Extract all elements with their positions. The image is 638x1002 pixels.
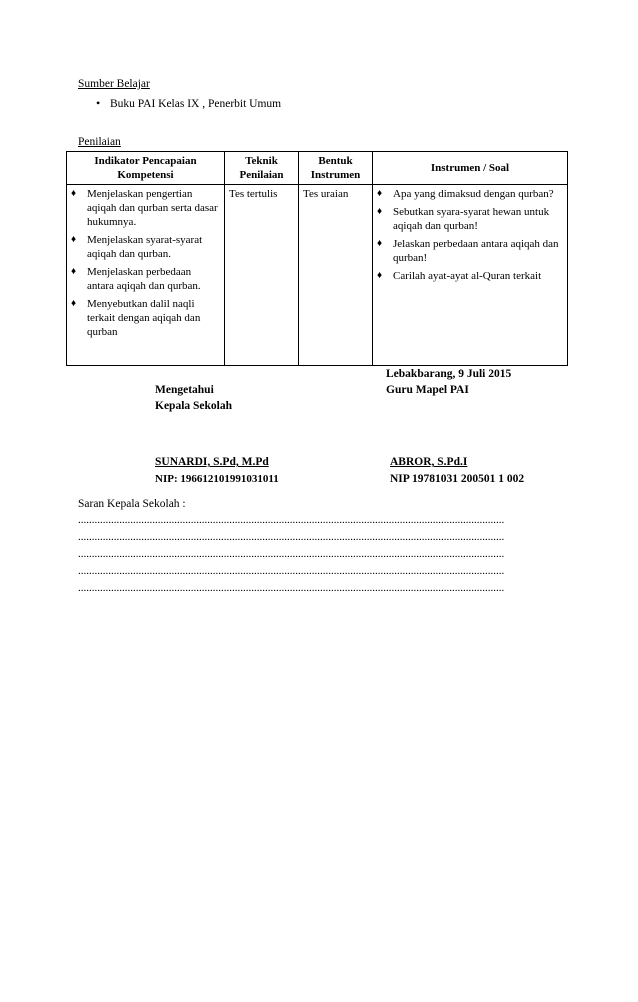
header-indikator: Indikator Pencapaian Kompetensi (67, 152, 225, 185)
penilaian-table (66, 151, 568, 366)
header-soal: Instrumen / Soal (373, 152, 568, 185)
left-role-1: Mengetahui (155, 384, 214, 396)
list-item: ♦ Jelaskan perbedaan antara aqiqah dan qurban! (377, 237, 563, 265)
sumber-list (96, 96, 281, 111)
list-item: ♦ Carilah ayat-ayat al-Quran terkait (377, 269, 563, 283)
list-item: ♦ Menjelaskan pengertian aqiqah dan qurban serta dasar hukumnya. (71, 187, 220, 229)
place-date: Lebakbarang, 9 Juli 2015 (386, 368, 512, 380)
list-item: ♦ Menyebutkan dalil naqli terkait dengan aqiqah dan qurban (71, 297, 220, 339)
list-item: ♦ Menjelaskan perbedaan antara aqiqah dan qurban. (71, 265, 220, 293)
left-signer-name: SUNARDI, S.Pd, M.Pd (155, 456, 269, 468)
indikator-list (71, 187, 220, 339)
right-role: Guru Mapel PAI (386, 384, 469, 396)
right-signer-name: ABROR, S.Pd.I (390, 456, 468, 468)
saran-label: Saran Kepala Sekolah : (78, 498, 186, 510)
saran-line: ........................................................................................................................................................... (78, 514, 505, 526)
soal-list (377, 187, 563, 283)
teknik-cell: Tes tertulis (225, 185, 299, 366)
right-signer-nip: NIP 19781031 200501 1 002 (390, 473, 525, 485)
list-item: ♦ Apa yang dimaksud dengan qurban? (377, 187, 563, 201)
sumber-item: • Buku PAI Kelas IX , Penerbit Umum (96, 96, 281, 111)
table-row (67, 185, 568, 366)
header-teknik: Teknik Penilaian (225, 152, 299, 185)
soal-cell (373, 185, 568, 366)
penilaian-heading: Penilaian (78, 136, 121, 148)
saran-line: ........................................................................................................................................................... (78, 582, 505, 594)
header-bentuk: Bentuk Instrumen (299, 152, 373, 185)
list-item: ♦ Menjelaskan syarat-syarat aqiqah dan qurban. (71, 233, 220, 261)
saran-line: ........................................................................................................................................................... (78, 565, 505, 577)
list-item: ♦ Sebutkan syara-syarat hewan untuk aqiqah dan qurban! (377, 205, 563, 233)
bentuk-cell: Tes uraian (299, 185, 373, 366)
table-header-row (67, 152, 568, 185)
saran-line: ........................................................................................................................................................... (78, 531, 505, 543)
sumber-belajar-heading: Sumber Belajar (78, 78, 150, 90)
left-signer-nip: NIP: 196612101991031011 (155, 473, 279, 485)
indikator-cell (67, 185, 225, 366)
left-role-2: Kepala Sekolah (155, 400, 233, 412)
saran-line: ........................................................................................................................................................... (78, 548, 505, 560)
